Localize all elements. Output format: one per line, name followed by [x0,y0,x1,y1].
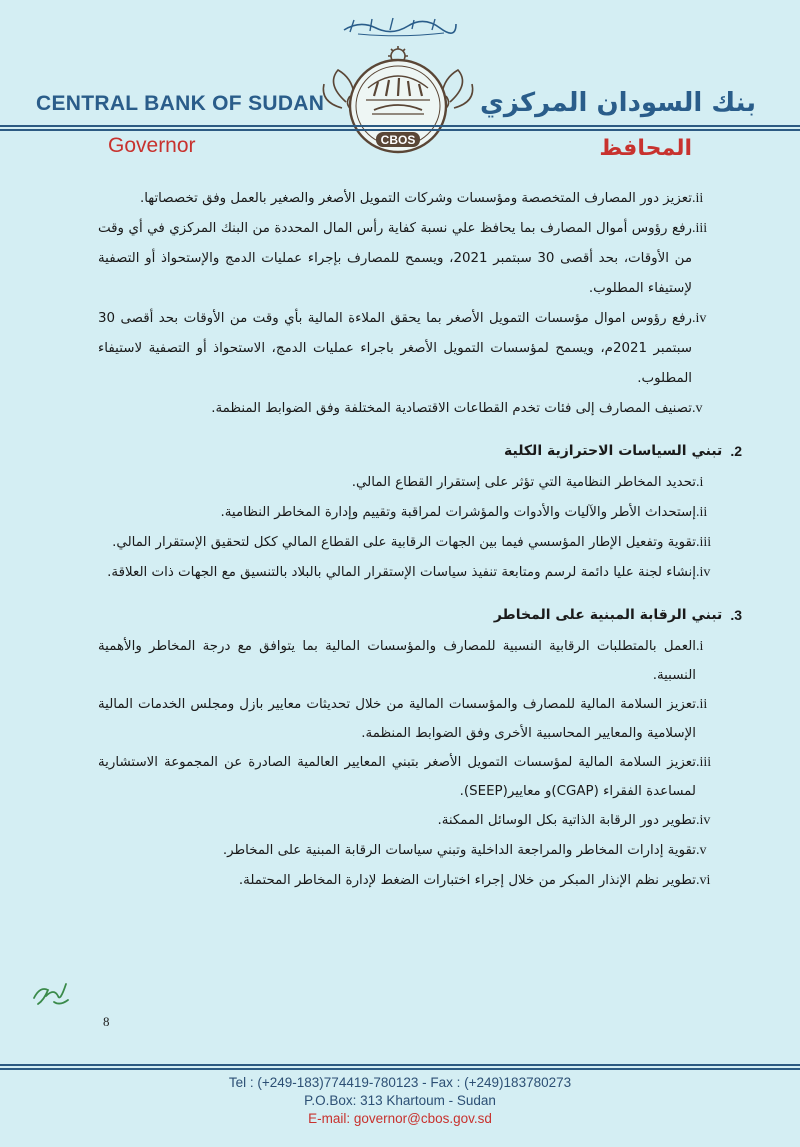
item-number: .vi [696,873,711,888]
bismillah-calligraphy [340,14,460,38]
section-item-list [98,468,712,588]
section-number: .2 [730,443,742,459]
list-item [98,558,724,588]
bank-name-ar: بنك السودان المركزي [480,88,756,118]
item-number: .v [692,401,703,416]
item-text: تطوير دور الرقابة الذاتية بكل الوسائل الممكنة. [437,813,696,828]
list-item [98,184,720,214]
item-number: .ii [692,191,704,206]
item-number: .v [696,843,707,858]
item-text: تحديد المخاطر النظامية التي تؤثر على إستقرار القطاع المالي. [351,475,696,490]
logo-monogram: CBOS [380,133,416,147]
list-item [98,690,724,748]
list-item [98,528,724,558]
item-text: إنشاء لجنة عليا دائمة لرسم ومتابعة تنفيذ سياسات الإستقرار المالي بالبلاد بالتنسيق مع الجهات ذات العلاقة. [107,565,696,580]
item-number: .iii [696,755,712,770]
item-text: تعزيز السلامة المالية للمصارف والمؤسسات المالية من خلال تحديثات معايير بازل ومجلس الخدمات المالية الإسلامية والمعايير المحاسبية الأخرى وفق الضوابط المنظمة. [98,697,696,741]
list-item [98,748,724,806]
item-text: تعزيز السلامة المالية لمؤسسات التمويل الأصغر بتبني المعايير العالمية الصادرة عن المجموعة الاستشارية لمساعدة الفقراء (CGAP)و معايير(SEEP). [98,755,696,799]
item-number: .iii [696,535,712,550]
item-number: .ii [696,697,708,712]
list-item [98,214,720,304]
list-item [98,866,724,896]
list-item [98,468,724,498]
governor-title-ar: المحافظ [599,136,692,161]
list-item [98,806,724,836]
footer-divider [0,1064,800,1070]
list-item [98,394,720,424]
item-number: .i [696,639,704,654]
handwritten-initials [30,976,70,1010]
footer-phone-fax: Tel : (+249-183)774419-780123 - Fax : (+249)183780273 [228,1075,572,1090]
item-text: العمل بالمتطلبات الرقابية النسبية للمصارف والمؤسسات المالية بما يتوافق مع درجة المخاطر والأهمية النسبية. [98,639,696,683]
governor-title-en: Governor [108,134,196,157]
section-title: تبني السياسات الاحترازية الكلية [504,443,723,459]
cbos-emblem [318,44,478,164]
item-text: رفع رؤوس أموال المصارف بما يحافظ علي نسبة كفاية رأس المال المحددة من البنك المركزي في أي وقت من الأوقات، بحد أقصى 30 سبتمبر 2021، ويسمح للمصارف بإجراء عمليات الدمج والإستحواذ أو التصفية لإستيفاء المطلوب. [98,221,692,296]
page-number: 8 [103,1014,110,1029]
list-item [98,498,724,528]
item-text: إستحداث الأطر والآليات والأدوات والمؤشرات لمراقبة وتقييم وإدارة المخاطر النظامية. [220,505,696,520]
item-number: .iv [692,311,707,326]
item-text: تقوية إدارات المخاطر والمراجعة الداخلية وتبني سياسات الرقابة المبنية على المخاطر. [222,843,696,858]
list-item [98,304,720,394]
section-heading [98,438,742,464]
list-item [98,836,724,866]
section-title: تبني الرقابة المبنية على المخاطر [493,607,723,623]
section-number: .3 [730,607,742,623]
section-heading [98,602,742,628]
item-number: .iii [692,221,708,236]
footer-po-box: P.O.Box: 313 Khartoum - Sudan [304,1093,496,1108]
item-text: رفع رؤوس اموال مؤسسات التمويل الأصغر بما يحقق الملاءة المالية بأي وقت من الأوقات بحد أقصى 30 سبتمبر 2021م، ويسمح لمؤسسات التمويل الأصغر باجراء عمليات الدمج، الاستحواذ أو التصفية لاستيفاء المطلوب. [98,311,692,386]
footer-email: E-mail: governor@cbos.gov.sd [308,1111,492,1126]
item-text: تطوير نظم الإنذار المبكر من خلال إجراء اختبارات الضغط لإدارة المخاطر المحتملة. [238,873,696,888]
letter-footer [0,1074,800,1128]
item-number: .ii [696,505,708,520]
item-text: تصنيف المصارف إلى فئات تخدم القطاعات الاقتصادية المختلفة وفق الضوابط المنظمة. [211,401,692,416]
section-item-list [98,632,712,896]
item-number: .iv [696,813,711,828]
bank-name-en: CENTRAL BANK OF SUDAN [36,92,325,115]
item-text: تعزيز دور المصارف المتخصصة ومؤسسات وشركات التمويل الأصغر والصغير بالعمل وفق تخصصاتها. [139,191,692,206]
item-text: تقوية وتفعيل الإطار المؤسسي فيما بين الجهات الرقابية على القطاع المالي ككل لتحقيق الإستقرار المالي. [112,535,696,550]
item-number: .iv [696,565,711,580]
item-number: .i [696,475,704,490]
continued-item-list [98,184,708,424]
letterhead-divider [0,125,800,131]
list-item [98,632,724,690]
document-body [98,184,742,896]
